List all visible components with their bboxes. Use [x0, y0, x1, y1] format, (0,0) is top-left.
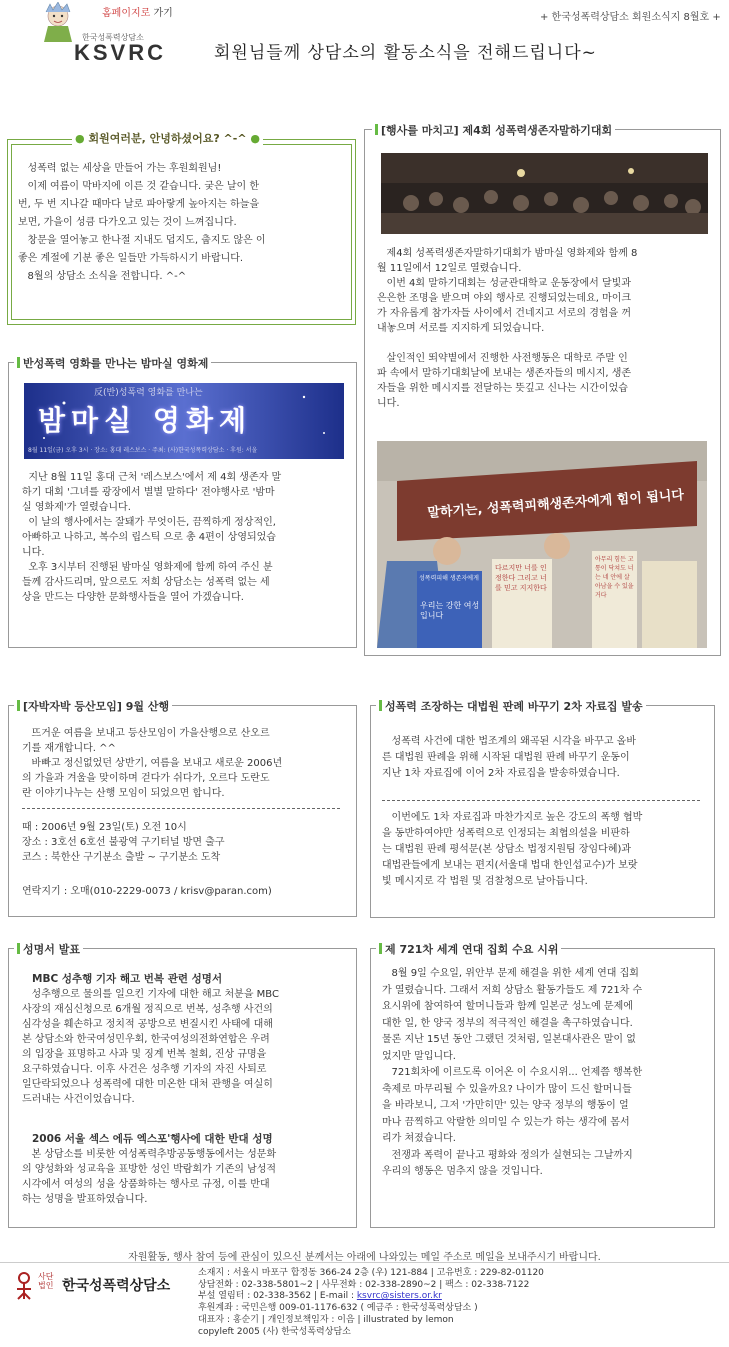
greeting-body: 성폭력 없는 세상을 만들어 가는 후원회원님! 이제 여름이 막바지에 이른 것 같습니다. 궂은 날이 한 번, 두 번 지나갈 때마다 날로 파아랗게 높아지는 하늘을 보면, 가을이 성큼 다가오고 있는 것이 느껴집니다. 창문을 열어놓고 한나절 지내도 덥지도, 춥지도 않은 이 좋은 계절에 기분 좋은 일들만 가득하시기 바랍니다. 8월의 상담소 소식을 전합니다. ^-^: [18, 163, 266, 282]
title-marker-icon: [17, 357, 20, 368]
speakout-body: 제4회 성폭력생존자말하기대회가 밤마실 영화제와 함께 8 월 11일에서 12일로 열렸습니다. 이번 4회 말하기대회는 성균관대학교 운동장에서 달빛과 은은한 조명을 받으며 야외 행사로 진행되었는데요, 마이크 가 자유롭게 참가자들 사이에서 건네지고 서로의 경험을 꺼 내놓으며 서로를 지지하게 되었습니다. 살인적인 뙤약볕에서 진행한 사전행동은 대학로 주말 인 파 속에서 말하기대회날에 보내는 생존자들의 메시지, 생존 자들을 위한 메시지를 전달하는 뜻깊고 신나는 시간이었습 니다.: [377, 248, 638, 409]
footer-divider: [0, 1262, 729, 1263]
org-name: 한국성폭력상담소: [62, 1278, 171, 1294]
title-marker-icon: [379, 700, 382, 711]
footer-notice: 자원활동, 행사 참여 등에 관심이 있으신 분께서는 아래에 나와있는 메일 주소로 메일을 보내주시기 바랍니다.: [128, 1252, 601, 1263]
greeting-title: ● 회원여러분, 안녕하셨어요? ^-^ ●: [72, 130, 263, 146]
footer-address: 소재지 : 서울시 마포구 합정동 366-24 2층 (우) 121-884 | 고유번호 : 229-82-01120: [198, 1268, 544, 1278]
speakout-night-photo: [381, 153, 708, 234]
sign-4: 아무리 힘든 고통이 닥쳐도 너는 네 안에 살아남을 수 있을거다: [595, 556, 634, 599]
statement-heading-2: 2006 서울 섹스 에듀 엑스포'행사에 대한 반대 성명: [32, 1133, 273, 1145]
hiking-body: 뜨거운 여름을 보내고 등산모임이 가을산행으로 산오르 기를 재개합니다. ^^ 바빠고 정신없었던 상반기, 여름을 보내고 새로운 2006년 의 가을과 겨울을 맞이하며 걷다가 쉬다가, 오르다 도란도 란 이야기나누는 산행 모임이 되었으면 합니다.: [22, 728, 283, 799]
divider: [382, 800, 700, 801]
title-marker-icon: [379, 943, 382, 954]
wednesday-rally-body: 8월 9일 수요일, 위안부 문제 해결을 위한 세계 연대 집회 가 열렸습니다. 그래서 저희 상담소 활동가들도 제 721차 수 요시위에 참여하여 할머니들과 함께 일본군 성노예 문제에 대한 일, 한 양국 정부의 적극적인 해결을 촉구하였습니다. 물론 지난 15년 동안 그랬던 것처럼, 일본대사관은 말이 없 었지만 말입니다. 721회차에 이르도록 이어온 이 수요시위... 언제쯤 행복한 축제로 마무리될 수 있을까요? 나이가 많이 드신 할머니들 을 바라보니, 그저 '가만히만' 있는 양국 정부의 행동이 얼 마나 끔찍하고 악랄한 의미일 수 있는가 하는 생각에 몸서 리가 쳐졌습니다. 전쟁과 폭력이 끝나고 평화와 정의가 실현되는 그날까지 우리의 행동은 멈추지 않을 것입니다.: [382, 968, 643, 1177]
wednesday-rally-title: 제 721차 세계 연대 집회 수요 시위: [376, 941, 561, 957]
logo-wordmark: KSVRC: [74, 40, 167, 65]
film-festival-title: 반성폭력 영화를 만나는 밤마실 영화제: [14, 355, 211, 371]
divider: [22, 808, 340, 809]
footer-account: 후원계좌 : 국민은행 009-01-1176-632 ( 예금주 : 한국성폭력상담소 ): [198, 1303, 478, 1314]
hiking-contact: 연락지기 : 오매(010-2229-0073 / krisv@paran.com): [22, 886, 272, 897]
film-festival-poster: [24, 383, 344, 459]
poster-title: 밤마실 영화제: [38, 404, 253, 437]
org-logo-icon: [12, 1271, 36, 1301]
hiking-title: [자박자박 등산모임] 9월 산행: [14, 698, 172, 714]
footer-email-line: 부설 열림터 : 02-338-3562 | E-mail : ksvrc@sisters.or.kr: [198, 1291, 442, 1302]
footer-copyleft: copyleft 2005 (사) 한국성폭력상담소: [198, 1326, 351, 1337]
title-marker-icon: [17, 943, 20, 954]
poster-subtitle: 反(반)성폭력 영화를 만나는: [94, 388, 203, 398]
hiking-details: 때 : 2006년 9월 23일(토) 오전 10시 장소 : 3호선 6호선 불광역 구기터널 방면 출구 코스 : 북한산 구기분소 출발 ~ 구기분소 도착: [22, 822, 225, 863]
rally-banner-text: 말하기는, 성폭력피해생존자에게 힘이 됩니다: [426, 488, 685, 521]
statement-body-2: 본 상담소를 비롯한 여성폭력추방공동행동에서는 성문화 의 양성화와 성교육을 표방한 성인 박람회가 기존의 남성적 시각에서 여성의 성을 상품화하는 행사로 규정, 이를 반대 하는 성명을 발표하였습니다.: [22, 1149, 277, 1205]
footer-contact-info: [198, 1268, 544, 1338]
court-ruling-body-2: 이번에도 1차 자료집과 마찬가지로 높은 강도의 폭행 협박 을 동반하여야만 성폭력으로 인정되는 최협의설을 비판하 는 대법원 판례 평석문(본 상담소 법정지원팀 장임다혜)과 대법관들에게 보내는 편지(서울대 법대 한인섭교수)가 보랏 빛 메시지로 각 법원 및 검찰청으로 날아듭니다.: [382, 812, 643, 887]
home-link[interactable]: 홈페이지로 가기: [102, 8, 173, 19]
film-festival-body: 지난 8월 11일 홍대 근처 '레스보스'에서 제 4회 생존자 말 하기 대회 '그녀를 광장에서 별별 말하다' 전야행사로 '밤마 실 영화제'가 열렸습니다. 이 날의 행사에서는 잘돼가 무엇이든, 끔찍하게 정상적인, 아빠하고 나하고, 복수의 립스틱 으로 총 4편이 상영되었습 니다. 오후 3시부터 진행된 밤마실 영화제에 함께 하여 주신 분 들께 감사드리며, 앞으로도 저희 상담소는 성폭력 없는 세 상을 만드는 다양한 문화행사들을 열어 가겠습니다.: [22, 472, 282, 603]
sign-1: 성폭력피해 생존자에게: [419, 575, 479, 582]
issue-label: + 한국성폭력상담소 회원소식지 8월호 +: [540, 12, 721, 23]
page-header: [0, 0, 729, 80]
statement-title: 성명서 발표: [14, 941, 83, 957]
sign-3: 다르지만 너를 인정한다 그리고 너를 믿고 지지한다: [495, 564, 547, 592]
court-ruling-body-1: 성폭력 사건에 대한 법조계의 왜곡된 시각을 바꾸고 올바 른 대법원 판례을 위해 시작된 대법원 판례 바꾸기 운동이 지난 1차 자료집에 이어 2차 자료집을 발송하였습니다.: [382, 736, 636, 779]
title-marker-icon: [375, 124, 378, 135]
speakout-title: [행사를 마치고] 제4회 성폭력생존자말하기대회: [372, 122, 615, 138]
night-crowd-image: [381, 153, 708, 234]
footer-representative: 대표자 : 홍순기 | 개인정보책임자 : 이음 | illustrated by lemon: [198, 1314, 454, 1325]
mascot-illustration: [38, 2, 78, 42]
protest-photo: [377, 441, 707, 648]
email-link[interactable]: ksvrc@sisters.or.kr: [356, 1291, 442, 1302]
statement-body-1: 성추행으로 물의를 일으킨 기자에 대한 해고 처분을 MBC 사장의 재심신청으로 6개월 정직으로 번복, 성추행 사건의 심각성을 훼손하고 정치적 공방으로 변질시킨 사태에 대해 본 상담소와 한국여성민우회, 한국여성의전화연합은 우려 의 입장을 표명하고 사과 및 징계 번복 철회, 진상 규명을 요구하였습니다. 이후 사건은 성추행 기자의 자진 사퇴로 일단락되었으나 성폭력에 대한 미온한 대처 관행을 여실히 드러내는 사건이었습니다.: [22, 989, 279, 1105]
poster-footer: 8월 11일(금) 오후 3시 · 장소: 홍대 레스보스 · 주최: (사)한국성폭력상담소 · 후원: 서울: [28, 447, 258, 454]
org-type-label: 사단 법인: [38, 1272, 54, 1290]
logo-korean-name: 한국성폭력상담소: [82, 33, 144, 42]
header-banner: 회원님들께 상담소의 활동소식을 전해드립니다~: [214, 43, 597, 63]
statement-heading-1: MBC 성추행 기자 해고 번복 관련 성명서: [32, 973, 223, 985]
title-marker-icon: [17, 700, 20, 711]
court-ruling-title: 성폭력 조장하는 대법원 판례 바꾸기 2차 자료집 발송: [376, 698, 646, 714]
sign-2: 우리는 강한 여성입니다: [420, 601, 480, 620]
footer-phones: 상담전화 : 02-338-5801~2 | 사무전화 : 02-338-2890~2 | 팩스 : 02-338-7122: [198, 1279, 530, 1290]
